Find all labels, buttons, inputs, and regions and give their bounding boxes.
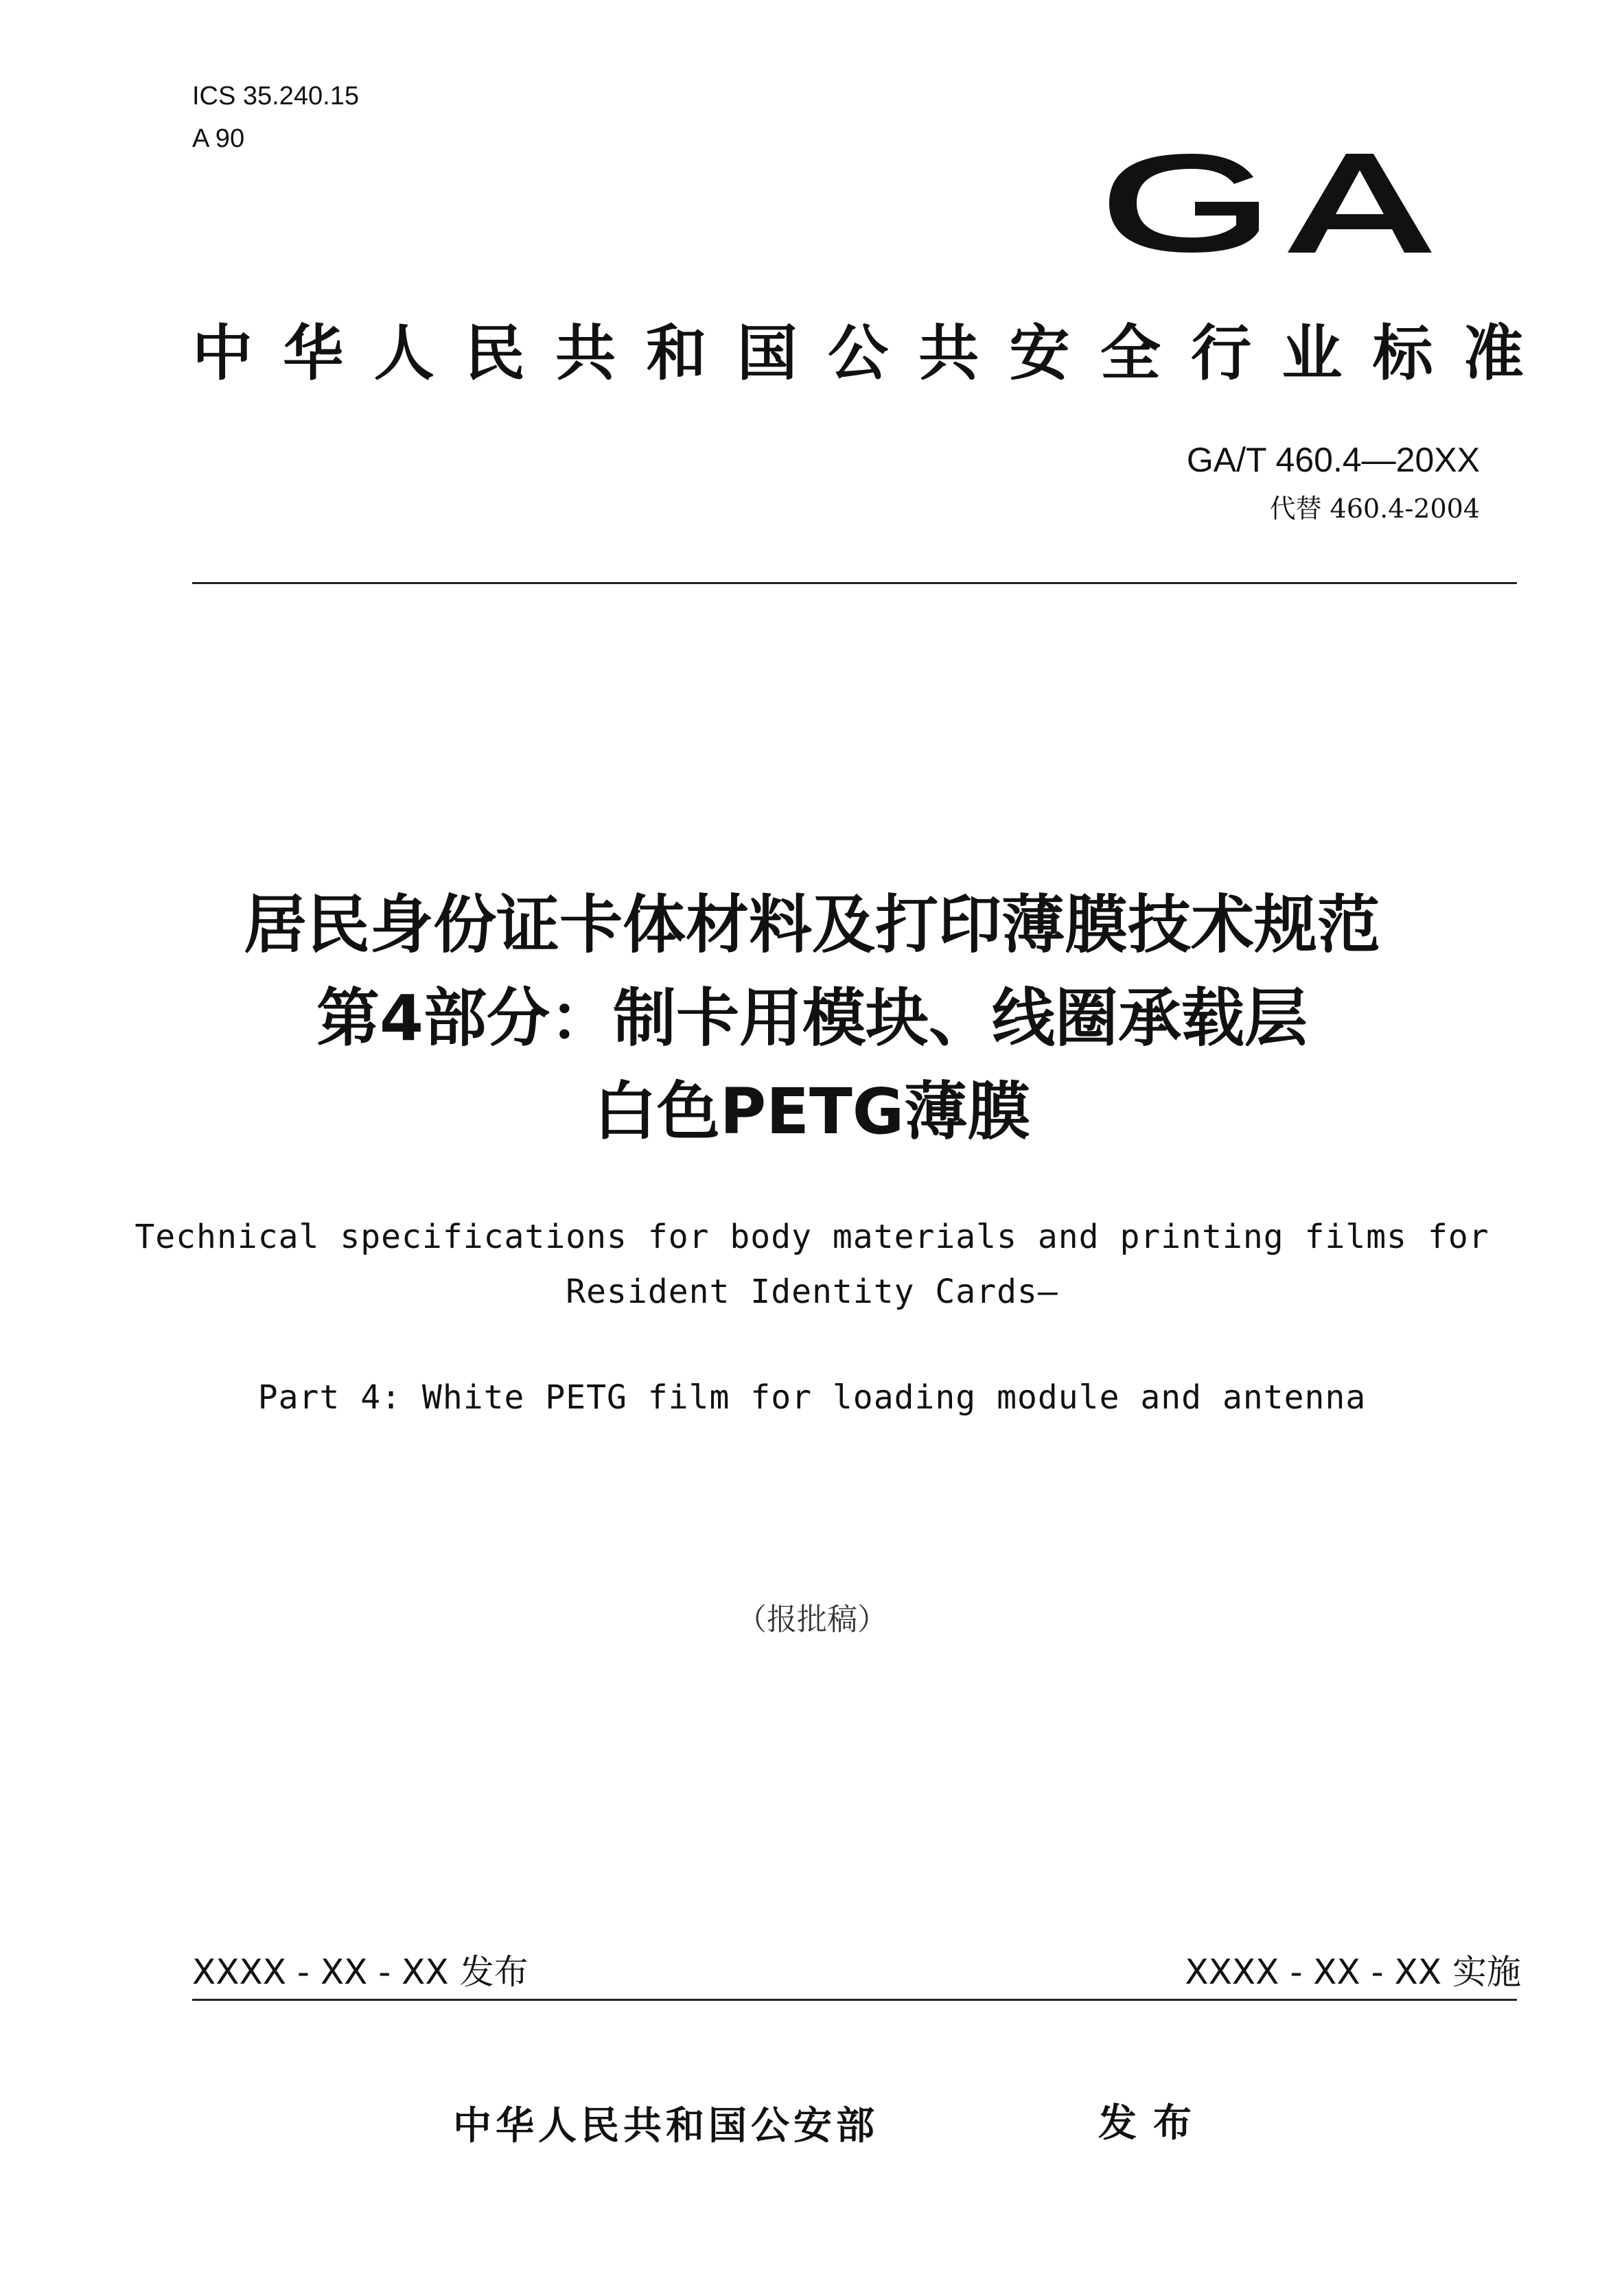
title-cn-line-3: 白色PETG薄膜 (593, 1075, 1031, 1148)
standard-title-char: 人 (373, 318, 434, 389)
standard-category-title (192, 316, 1524, 391)
standard-title-char: 共 (918, 318, 979, 389)
title-cn-line-1: 居民身份证卡体材料及打印薄膜技术规范 (243, 888, 1380, 962)
implement-date: XXXX - XX - XX 实施 (1185, 1952, 1521, 1992)
title-en-line-1: Technical specifications for body materials and printing films for (135, 1218, 1489, 1256)
issue-date: XXXX - XX - XX 发布 (192, 1952, 529, 1992)
draft-label: （报批稿） (736, 1602, 888, 1637)
standard-title-char: 国 (736, 318, 798, 389)
replaces-note: 代替 460.4-2004 (1269, 494, 1480, 524)
footer-divider (192, 1999, 1517, 2001)
standard-title-char: 公 (827, 318, 888, 389)
standard-title-char: 民 (464, 318, 525, 389)
standard-title-char: 行 (1191, 318, 1252, 389)
standard-title-char: 共 (555, 318, 616, 389)
ics-code: ICS 35.240.15 (192, 82, 359, 111)
standard-title-char: 中 (192, 318, 253, 389)
standard-title-char: 业 (1281, 318, 1343, 389)
standard-title-char: 全 (1100, 318, 1161, 389)
publisher-name: 中华人民共和国公安部 (453, 2104, 879, 2148)
ga-logo (1082, 135, 1439, 272)
title-cn-line-2: 第4部分：制卡用模块、线圈承载层 (316, 982, 1308, 1055)
standard-title-char: 准 (1463, 318, 1524, 389)
header-divider (192, 582, 1517, 584)
publisher-action: 发布 (1098, 2101, 1208, 2146)
title-en-line-3: Part 4: White PETG film for loading module and antenna (257, 1378, 1367, 1417)
standard-title-char: 标 (1372, 318, 1433, 389)
title-en-line-2: Resident Identity Cards— (566, 1273, 1058, 1311)
standard-title-char: 和 (646, 318, 707, 389)
standard-number: GA/T 460.4—20XX (1186, 441, 1480, 479)
standard-title-char: 华 (283, 318, 344, 389)
standard-title-char: 安 (1009, 318, 1070, 389)
ccs-code: A 90 (192, 124, 245, 153)
